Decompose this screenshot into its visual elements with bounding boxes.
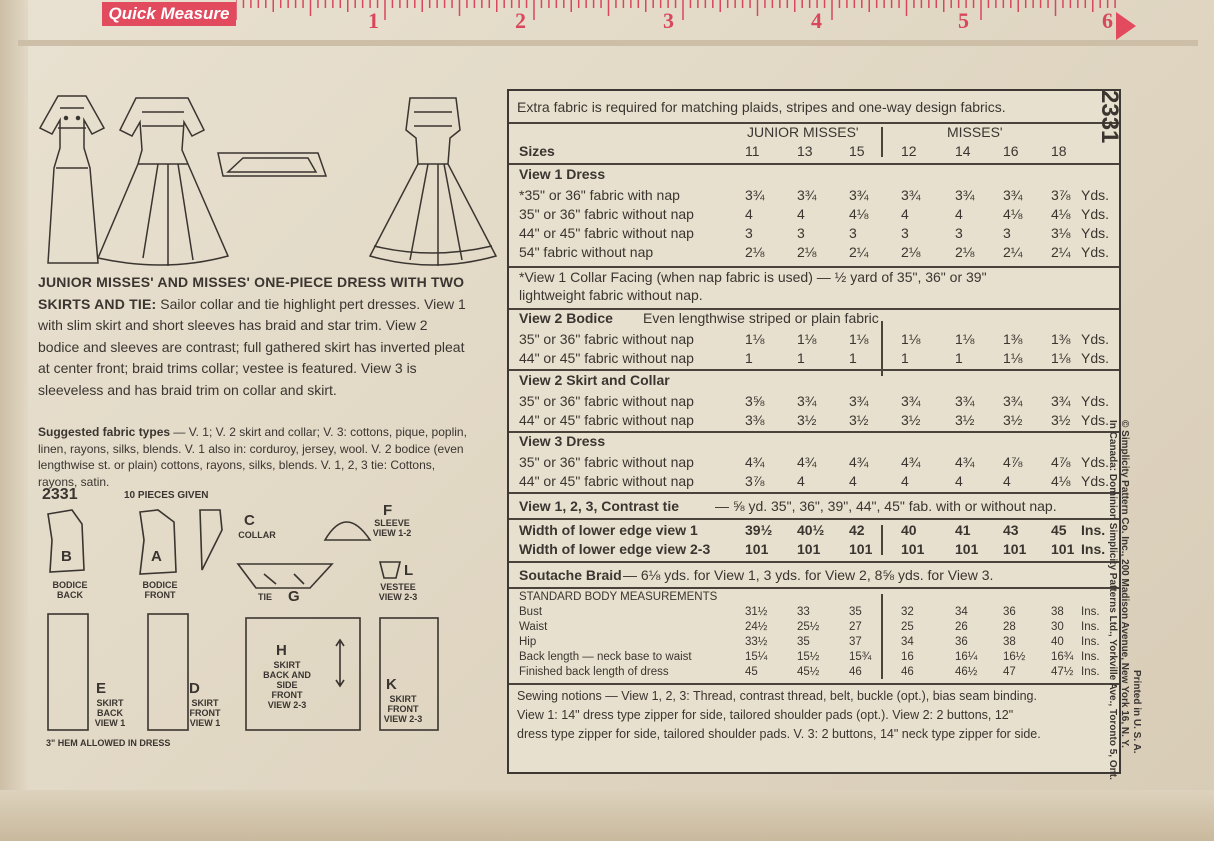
standard-body-row-value: 35 — [849, 606, 862, 618]
view-2-bodice-row-value: 1⅜ — [1003, 331, 1023, 347]
standard-body-row-value: 26 — [955, 621, 968, 633]
view-3-row-value: 4¾ — [797, 454, 817, 470]
piece-c-label: COLLAR — [238, 530, 276, 540]
view-1-row-value: 4 — [955, 206, 963, 222]
standard-body-row-value: 47½ — [1051, 666, 1074, 678]
view-2-bodice-row-value: 1⅛ — [797, 331, 817, 347]
view-1-row-label: *35" or 36" fabric with nap — [519, 187, 680, 203]
view-2-bodice-row-value: 1⅛ — [849, 331, 869, 347]
fabric-types-body: — V. 1; V. 2 skirt and collar; V. 3: cottons, pique, poplin, linen, rayons, silks, blends. V. 1 also in: corduroy, jersey, wool. V. 2 bodice (even lengthwise st. or plain) cottons, rayons, silks, blends. V. 1, 2, 3 tie: Cottons, rayons, satin. — [38, 425, 467, 489]
view-1-row-value: 3 — [1003, 225, 1011, 241]
view-3-row-label: 35" or 36" fabric without nap — [519, 454, 694, 470]
piece-l-label: VESTEE VIEW 2-3 — [378, 582, 418, 602]
standard-body-row-value: 46 — [849, 666, 862, 678]
soutache-braid-heading: Soutache Braid — [519, 567, 622, 583]
side-pattern-number: 2331 — [1096, 90, 1123, 144]
view-2-skirt-row-value: 3¾ — [1003, 393, 1023, 409]
width-view-1-unit: Ins. — [1081, 522, 1106, 538]
envelope-flap-line — [18, 40, 1198, 46]
piece-c-outline — [200, 510, 222, 570]
ruler-num-3: 3 — [663, 8, 674, 33]
collar-facing-line-2: lightweight fabric without nap. — [519, 287, 703, 303]
view-1-row-label: 35" or 36" fabric without nap — [519, 206, 694, 222]
width-view-23-value: 101 — [849, 541, 873, 557]
description — [38, 272, 468, 401]
view-1-dress-sketch — [40, 96, 104, 263]
dress-illustrations — [18, 88, 508, 273]
view-1-row-value: 4⅛ — [1003, 206, 1023, 222]
piece-h-label: SKIRT BACK AND SIDE FRONT VIEW 2-3 — [263, 660, 311, 710]
view-3-row-value: 4 — [797, 473, 805, 489]
sizes-label: Sizes — [519, 143, 555, 159]
view-1-row-value: 4 — [901, 206, 909, 222]
view-2-skirt-row-value: 3¾ — [849, 393, 869, 409]
view-2-bodice-heading: View 2 Bodice — [519, 310, 613, 326]
view-1-row-value: 3 — [797, 225, 805, 241]
pieces-given: 10 PIECES GIVEN — [124, 490, 209, 501]
view-2-skirt-row-value: 3¾ — [955, 393, 975, 409]
fabric-types-title: Suggested fabric types — [38, 425, 171, 439]
width-view-1-value: 40½ — [797, 522, 825, 538]
view-2-skirt-row-value: 3¾ — [797, 393, 817, 409]
view-1-row-value: 3 — [955, 225, 963, 241]
standard-body-row-value: 33 — [797, 606, 810, 618]
standard-body-row-label: Back length — neck base to waist — [519, 651, 692, 663]
ruler-num-6: 6 — [1102, 8, 1113, 33]
piece-c-letter: C — [244, 512, 255, 529]
width-view-23-value: 101 — [955, 541, 979, 557]
width-view-23-value: 101 — [901, 541, 925, 557]
view-1-row-unit: Yds. — [1081, 244, 1110, 260]
view-1-row-value: 3 — [849, 225, 857, 241]
standard-body-row-label: Bust — [519, 606, 543, 618]
view-3-row-value: 4 — [1003, 473, 1011, 489]
view-2-bodice-row-unit: Yds. — [1081, 350, 1110, 366]
view-3-row-value: 4¾ — [901, 454, 921, 470]
standard-body-row-value: 36 — [955, 636, 968, 648]
standard-body-row-value: 34 — [955, 606, 968, 618]
piece-a-letter: A — [151, 548, 162, 565]
view-1-row-value: 2¼ — [1051, 244, 1071, 260]
ruler-num-4: 4 — [811, 8, 822, 33]
view-2-skirt-row-unit: Yds. — [1081, 412, 1110, 428]
view-1-row-value: 3⅛ — [1051, 225, 1071, 241]
view-2-bodice-row-value: 1 — [849, 350, 857, 366]
standard-body-row-value: 16½ — [1003, 651, 1026, 663]
width-view-1-value: 42 — [849, 522, 865, 538]
sewing-notions-line-2: View 1: 14" dress type zipper for side, tailored shoulder pads (opt.). View 2: 2 buttons, 12" — [517, 708, 1014, 722]
piece-a-label: BODICE FRONT — [142, 580, 178, 600]
view-3-row-unit: Yds. — [1081, 473, 1110, 489]
view-3-dress-heading: View 3 Dress — [519, 433, 606, 449]
view-1-row-unit: Yds. — [1081, 206, 1110, 222]
rule — [509, 561, 1119, 563]
piece-f-letter: F — [383, 502, 393, 519]
standard-body-row-unit: Ins. — [1081, 636, 1100, 648]
collar-facing-line-1: *View 1 Collar Facing (when nap fabric is used) — ½ yard of 35", 36" or 39" — [519, 269, 987, 285]
view-2-bodice-row-value: 1⅛ — [955, 331, 975, 347]
view-1-row-value: 3¾ — [849, 187, 869, 203]
standard-body-row-unit: Ins. — [1081, 621, 1100, 633]
standard-body-row-label: Waist — [519, 621, 548, 633]
standard-body-row-value: 36 — [1003, 606, 1016, 618]
side-printed: Printed in U. S. A. — [1131, 670, 1142, 754]
standard-body-row-unit: Ins. — [1081, 651, 1100, 663]
piece-f-outline — [325, 522, 370, 540]
size-value: 13 — [797, 143, 813, 159]
rule — [509, 683, 1119, 685]
collar-sketch — [218, 153, 326, 176]
contrast-tie-note: — ⅝ yd. 35", 36", 39", 44", 45" fab. with or without nap. — [715, 498, 1057, 514]
view-1-row-value: 4⅛ — [1051, 206, 1071, 222]
ruler-num-2: 2 — [515, 8, 526, 33]
rule — [509, 492, 1119, 494]
view-1-dress-heading: View 1 Dress — [519, 166, 606, 182]
yardage-chart — [507, 89, 1121, 774]
piece-d-letter: D — [189, 680, 200, 697]
view-3-row-value: 4 — [955, 473, 963, 489]
standard-body-row-value: 15¼ — [745, 651, 768, 663]
view-3-row-label: 44" or 45" fabric without nap — [519, 473, 694, 489]
standard-body-row-value: 38 — [1003, 636, 1016, 648]
width-view-1-value: 39½ — [745, 522, 773, 538]
standard-body-row-value: 34 — [901, 636, 914, 648]
width-view-23-value: 101 — [1051, 541, 1075, 557]
view-2-bodice-row-value: 1 — [797, 350, 805, 366]
standard-body-row-value: 15¾ — [849, 651, 872, 663]
view-3-row-value: 4⅞ — [1051, 454, 1071, 470]
rule — [509, 266, 1119, 268]
piece-k-letter: K — [386, 676, 397, 693]
view-1-row-value: 2⅛ — [745, 244, 765, 260]
misses-heading: MISSES' — [947, 124, 1003, 140]
view-2-bodice-row-value: 1⅛ — [1051, 350, 1071, 366]
view-1-row-value: 3¾ — [1003, 187, 1023, 203]
view-2-skirt-row-value: 3½ — [955, 412, 975, 428]
view-1-row-unit: Yds. — [1081, 225, 1110, 241]
view-2-skirt-row-label: 35" or 36" fabric without nap — [519, 393, 694, 409]
column-divider — [881, 321, 883, 376]
standard-body-row-value: 46 — [901, 666, 914, 678]
view-1-row-value: 2¼ — [1003, 244, 1023, 260]
view-1-row-value: 2⅛ — [901, 244, 921, 260]
standard-body-row-value: 27 — [849, 621, 862, 633]
envelope-bottom-flap — [0, 790, 1214, 841]
piece-h-letter: H — [276, 642, 287, 659]
piece-d-label: SKIRT FRONT VIEW 1 — [189, 698, 221, 728]
fabric-types — [38, 424, 468, 490]
size-value: 14 — [955, 143, 971, 159]
view-2-bodice-row-value: 1⅛ — [745, 331, 765, 347]
sewing-notions-line-3: dress type zipper for side, tailored shoulder pads. V. 3: 2 buttons, 14" neck type zipper for side. — [517, 727, 1041, 741]
standard-body-row-value: 31½ — [745, 606, 768, 618]
view-2-dress-sketch — [98, 98, 228, 266]
standard-body-row-value: 25 — [901, 621, 914, 633]
view-1-row-value: 3⅞ — [1051, 187, 1071, 203]
standard-body-row-unit: Ins. — [1081, 606, 1100, 618]
width-view-1-value: 43 — [1003, 522, 1019, 538]
width-view-23-label: Width of lower edge view 2-3 — [519, 541, 711, 557]
piece-e-outline — [48, 614, 88, 730]
quick-measure-label: Quick Measure — [102, 2, 236, 26]
view-1-row-value: 3¾ — [745, 187, 765, 203]
standard-body-row-value: 25½ — [797, 621, 820, 633]
width-view-23-value: 101 — [1003, 541, 1027, 557]
standard-body-row-value: 30 — [1051, 621, 1064, 633]
view-1-row-unit: Yds. — [1081, 187, 1110, 203]
extra-fabric-note: Extra fabric is required for matching plaids, stripes and one-way design fabrics. — [517, 99, 1006, 115]
view-1-row-value: 3¾ — [797, 187, 817, 203]
side-copyright: © Simplicity Pattern Co. Inc., 200 Madison Avenue, New York 16, N. Y. — [1119, 420, 1130, 748]
standard-body-heading: STANDARD BODY MEASUREMENTS — [519, 591, 718, 603]
view-2-bodice-row-value: 1⅜ — [1051, 331, 1071, 347]
sewing-notions-line-1: Sewing notions — View 1, 2, 3: Thread, contrast thread, belt, buckle (opt.), bias seam binding. — [517, 689, 1037, 703]
standard-body-row-value: 47 — [1003, 666, 1016, 678]
column-divider — [881, 525, 883, 555]
view-2-bodice-row-value: 1 — [901, 350, 909, 366]
view-3-row-value: 3⅞ — [745, 473, 765, 489]
piece-b-letter: B — [61, 548, 72, 565]
standard-body-row-value: 32 — [901, 606, 914, 618]
view-2-skirt-heading: View 2 Skirt and Collar — [519, 372, 670, 388]
view-3-row-value: 4¾ — [849, 454, 869, 470]
piece-d-outline — [148, 614, 188, 730]
width-view-1-value: 45 — [1051, 522, 1067, 538]
standard-body-row-unit: Ins. — [1081, 666, 1100, 678]
view-2-skirt-row-value: 3½ — [901, 412, 921, 428]
soutache-braid-note: — 6⅛ yds. for View 1, 3 yds. for View 2, 8⅝ yds. for View 3. — [623, 567, 994, 583]
standard-body-row-value: 45½ — [797, 666, 820, 678]
column-divider — [881, 127, 883, 157]
view-1-row-value: 2⅛ — [797, 244, 817, 260]
contrast-tie-heading: View 1, 2, 3, Contrast tie — [519, 498, 680, 514]
view-2-bodice-row-label: 35" or 36" fabric without nap — [519, 331, 694, 347]
standard-body-row-value: 45 — [745, 666, 758, 678]
size-value: 12 — [901, 143, 917, 159]
view-1-row-value: 3¾ — [901, 187, 921, 203]
size-value: 16 — [1003, 143, 1019, 159]
view-2-bodice-row-label: 44" or 45" fabric without nap — [519, 350, 694, 366]
view-3-row-value: 4¾ — [955, 454, 975, 470]
rule — [509, 163, 1119, 165]
hem-note: 3" HEM ALLOWED IN DRESS — [46, 738, 171, 748]
view-3-row-value: 4⅛ — [1051, 473, 1071, 489]
size-value: 15 — [849, 143, 865, 159]
view-2-skirt-row-value: 3⅜ — [745, 412, 765, 428]
piece-e-letter: E — [96, 680, 107, 697]
view-3-row-value: 4 — [849, 473, 857, 489]
ruler-num-1: 1 — [368, 8, 379, 33]
view-2-skirt-row-value: 3¾ — [901, 393, 921, 409]
standard-body-row-value: 46½ — [955, 666, 978, 678]
width-view-1-value: 40 — [901, 522, 917, 538]
view-2-skirt-row-label: 44" or 45" fabric without nap — [519, 412, 694, 428]
width-view-23-value: 101 — [797, 541, 821, 557]
view-2-skirt-row-value: 3½ — [1003, 412, 1023, 428]
standard-body-row-label: Hip — [519, 636, 537, 648]
view-2-skirt-row-value: 3½ — [1051, 412, 1071, 428]
standard-body-row-value: 37 — [849, 636, 862, 648]
view-1-row-value: 4 — [745, 206, 753, 222]
width-view-1-value: 41 — [955, 522, 971, 538]
rule — [509, 587, 1119, 589]
standard-body-row-value: 15½ — [797, 651, 820, 663]
standard-body-row-value: 28 — [1003, 621, 1016, 633]
piece-l-outline — [380, 562, 400, 578]
standard-body-row-value: 16¼ — [955, 651, 978, 663]
view-3-row-value: 4⅞ — [1003, 454, 1023, 470]
piece-e-label: SKIRT BACK VIEW 1 — [94, 698, 126, 728]
width-view-23-value: 101 — [745, 541, 769, 557]
view-1-row-value: 3 — [901, 225, 909, 241]
view-2-bodice-row-value: 1⅛ — [1003, 350, 1023, 366]
standard-body-row-value: 40 — [1051, 636, 1064, 648]
ruler-num-5: 5 — [958, 8, 969, 33]
side-canada: In Canada: Dominion Simplicity Patterns Ltd., Yorkville Ave., Toronto 5, Ont. — [1107, 420, 1118, 780]
view-1-row-label: 44" or 45" fabric without nap — [519, 225, 694, 241]
standard-body-row-value: 38 — [1051, 606, 1064, 618]
view-1-row-value: 2⅛ — [955, 244, 975, 260]
view-1-row-label: 54" fabric without nap — [519, 244, 654, 260]
view-3-row-value: 4¾ — [745, 454, 765, 470]
view-2-bodice-row-value: 1⅛ — [901, 331, 921, 347]
piece-f-label: SLEEVE VIEW 1-2 — [372, 518, 412, 538]
description-body: Sailor collar and tie highlight pert dresses. View 1 with slim skirt and short sleeves has braid and star trim. View 2 bodice and sleeves are contrast; full gathered skirt has inverted pleat at center front; braid trims collar; vestee is featured. View 3 is sleeveless and has braid trim on collar and skirt. — [38, 295, 466, 398]
size-value: 18 — [1051, 143, 1067, 159]
piece-k-label: SKIRT FRONT VIEW 2-3 — [383, 694, 423, 724]
piece-b-label: BODICE BACK — [52, 580, 88, 600]
view-3-row-value: 4 — [901, 473, 909, 489]
view-2-bodice-row-value: 1 — [745, 350, 753, 366]
junior-misses-heading: JUNIOR MISSES' — [747, 124, 859, 140]
standard-body-row-value: 24½ — [745, 621, 768, 633]
view-2-bodice-row-value: 1 — [955, 350, 963, 366]
view-2-bodice-note: Even lengthwise striped or plain fabric — [643, 310, 879, 326]
view-2-skirt-row-value: 3½ — [849, 412, 869, 428]
view-2-bodice-row-unit: Yds. — [1081, 331, 1110, 347]
view-1-row-value: 2¼ — [849, 244, 869, 260]
width-view-23-unit: Ins. — [1081, 541, 1106, 557]
view-3-dress-sketch — [370, 98, 496, 266]
view-3-row-unit: Yds. — [1081, 454, 1110, 470]
size-value: 11 — [745, 143, 760, 159]
piece-g-label: TIE — [257, 592, 272, 602]
standard-body-row-value: 33½ — [745, 636, 768, 648]
view-2-skirt-row-value: 3¾ — [1051, 393, 1071, 409]
view-2-skirt-row-value: 3½ — [797, 412, 817, 428]
view-2-skirt-row-unit: Yds. — [1081, 393, 1110, 409]
view-2-skirt-row-value: 3⅝ — [745, 393, 765, 409]
width-view-1-label: Width of lower edge view 1 — [519, 522, 698, 538]
piece-g-outline — [238, 564, 332, 588]
view-1-row-value: 4⅛ — [849, 206, 869, 222]
view-1-row-value: 3¾ — [955, 187, 975, 203]
standard-body-row-label: Finished back length of dress — [519, 666, 669, 678]
ruler-arrow-icon — [1116, 12, 1136, 40]
piece-l-letter: L — [404, 562, 414, 579]
view-1-row-value: 3 — [745, 225, 753, 241]
view-1-row-value: 4 — [797, 206, 805, 222]
pieces-pattern-number: 2331 — [42, 486, 78, 503]
column-divider — [881, 594, 883, 679]
rule — [509, 518, 1119, 520]
description-title: JUNIOR MISSES' AND MISSES' ONE-PIECE DRESS WITH TWO SKIRTS AND TIE: — [38, 274, 465, 312]
standard-body-row-value: 16¾ — [1051, 651, 1074, 663]
rule — [509, 369, 1119, 371]
standard-body-row-value: 35 — [797, 636, 810, 648]
standard-body-row-value: 16 — [901, 651, 914, 663]
piece-g-letter: G — [288, 588, 300, 605]
